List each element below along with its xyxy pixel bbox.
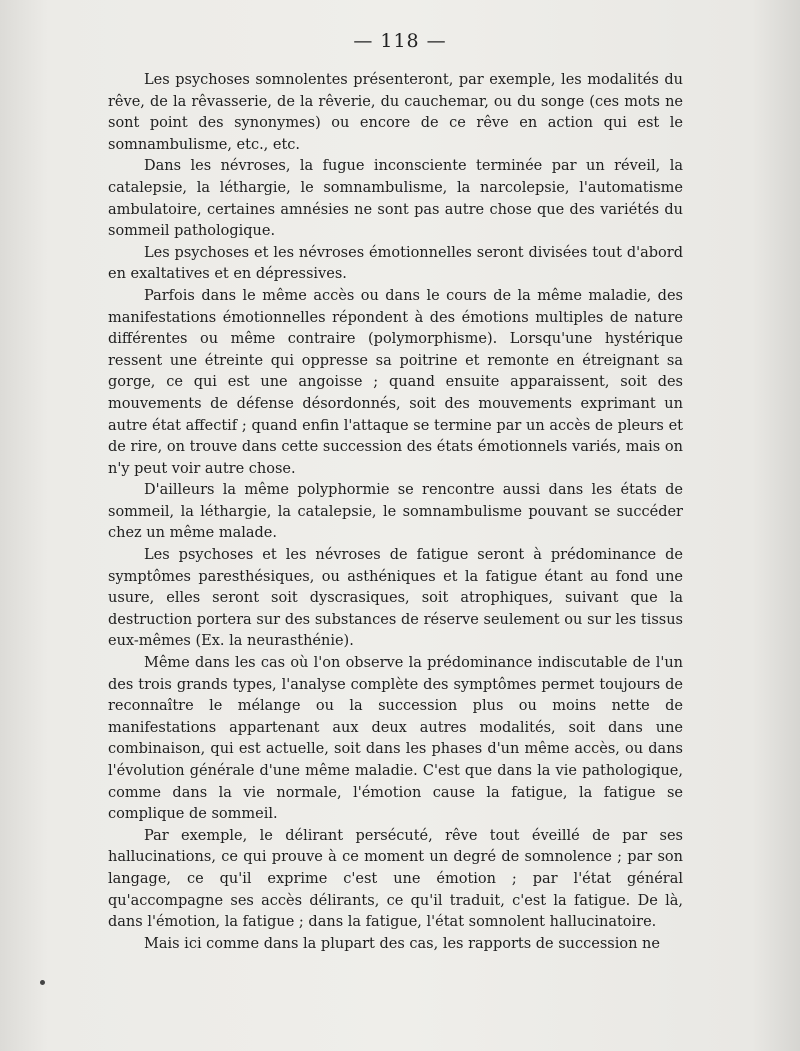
paragraph: D'ailleurs la même polyphormie se rencontre aussi dans les états de sommeil, la léthargie, la catalepsie, le somnambulisme pouvant se succéder chez un même malade. [108,482,683,542]
paragraph: Par exemple, le délirant persécuté, rêve tout éveillé de par ses hallucinations, ce qui prouve à ce moment un degré de somnolence ; par son langage, ce qu'il exprime c'est une émotion ; par l'état général qu'accompagne ses accès délirants, ce qu'il traduit, c'est la fatigue. De là, dans l'émotion, la fatigue ; dans la fatigue, l'état somnolent hallucinatoire. [108,827,683,931]
paragraph: Mais ici comme dans la plupart des cas, les rapports de succession ne [144,935,660,952]
page-number: — 118 — [353,30,447,52]
ink-speck [40,980,45,985]
paragraph: Les psychoses somnolentes présenteront, par exemple, les modalités du rêve, de la rêvasserie, de la rêverie, du cauchemar, ou du songe (ces mots ne sont point des synonymes) ou encore de ce rêve en action qui est le somnambulisme, etc., etc. [108,72,683,153]
paragraph: Les psychoses et les névroses de fatigue seront à prédominance de symptômes paresthésiques, ou asthéniques et la fatigue étant au fond une usure, elles seront soit dyscrasiques, soit atrophiques, suivant que la destruction portera sur des substances de réserve seulement ou sur les tissus eux-mêmes (Ex. la neurasthénie). [108,547,683,650]
paragraph: Dans les névroses, la fugue inconsciente terminée par un réveil, la catalepsie, la léthargie, le somnambulisme, la narcolepsie, l'automatisme ambulatoire, certaines amnésies ne sont pas autre chose que des variétés du sommeil pathologique. [108,158,683,240]
paragraph: Les psychoses et les névroses émotionnelles seront divisées tout d'abord en exaltatives et en dépressives. [108,244,683,283]
paragraph: Même dans les cas où l'on observe la prédominance indiscutable de l'un des trois grands types, l'analyse complète des symptômes permet toujours de reconnaître le mélange ou la succession plus ou moins nette de manifestations appartenant aux deux autres modalités, soit dans une combinaison, qui est actuelle, soit dans les phases d'un même accès, ou dans l'évolution générale d'une même maladie. C'est que dans la vie pathologique, comme dans la vie normale, l'émotion cause la fatigue, la fatigue se complique de sommeil. [108,655,683,823]
paragraph: Parfois dans le même accès ou dans le cours de la même maladie, des manifestations émotionnelles répondent à des émotions multiples de nature différentes ou même contraire (polymorphisme). Lorsqu'une hystérique ressent une étreinte qui oppresse sa poitrine et remonte en étreignant sa gorge, ce qui est une angoisse ; quand ensuite apparaissent, soit des mouvements de défense désordonnés, soit des mouvements exprimant un autre état affectif ; quand enfin l'attaque se termine par un accès de pleurs et de rire, on trouve dans cette succession des états émotionnels variés, mais on n'y peut voir autre chose. [108,287,683,477]
body-text [108,70,683,955]
